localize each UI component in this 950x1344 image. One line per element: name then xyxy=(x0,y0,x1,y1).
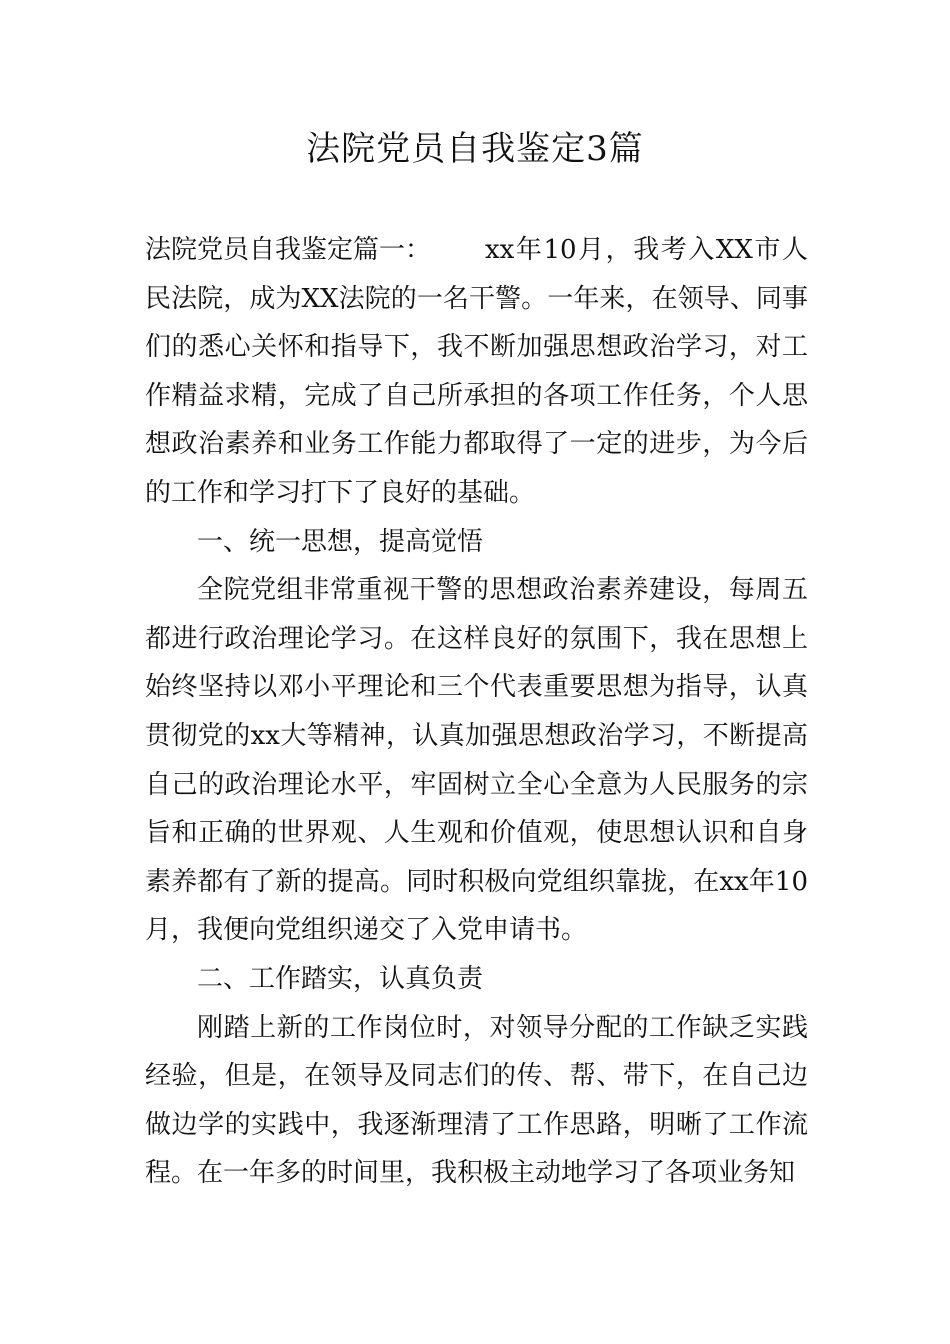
document-body xyxy=(145,226,808,1198)
intro-paragraph xyxy=(145,226,808,518)
paragraph-2: 全院党组非常重视干警的思想政治素养建设，每周五都进行政治理论学习。在这样良好的氛围下，我在思想上始终坚持以邓小平理论和三个代表重要思想为指导，认真贯彻党的xx大等精神，认真加强思想政治学习，不断提高自己的政治理论水平，牢固树立全心全意为人民服务的宗旨和正确的世界观、人生观和价值观，使思想认识和自身素养都有了新的提高。同时积极向党组织靠拢，在xx年10月，我便向党组织递交了入党申请书。 xyxy=(145,575,808,946)
document-title: 法院党员自我鉴定3篇 xyxy=(306,129,644,169)
section-heading-2: 二、工作踏实，认真负责 xyxy=(197,963,484,994)
section-heading-1: 一、统一思想，提高觉悟 xyxy=(197,526,484,557)
intro-text: xx年10月，我考入XX市人民法院，成为XX法院的一名干警。一年来，在领导、同事们的悉心关怀和指导下，我不断加强思想政治学习，对工作精益求精，完成了自己所承担的各项工作任务，个人思想政治素养和业务工作能力都取得了一定的进步，为今后的工作和学习打下了良好的基础。 xyxy=(145,235,808,508)
paragraph-3: 刚踏上新的工作岗位时，对领导分配的工作缺乏实践经验，但是，在领导及同志们的传、帮、带下，在自己边做边学的实践中，我逐渐理清了工作思路，明晰了工作流程。在一年多的时间里，我积极主动地学习了各项业务知 xyxy=(145,1012,808,1189)
intro-label: 法院党员自我鉴定篇一： xyxy=(145,235,432,265)
